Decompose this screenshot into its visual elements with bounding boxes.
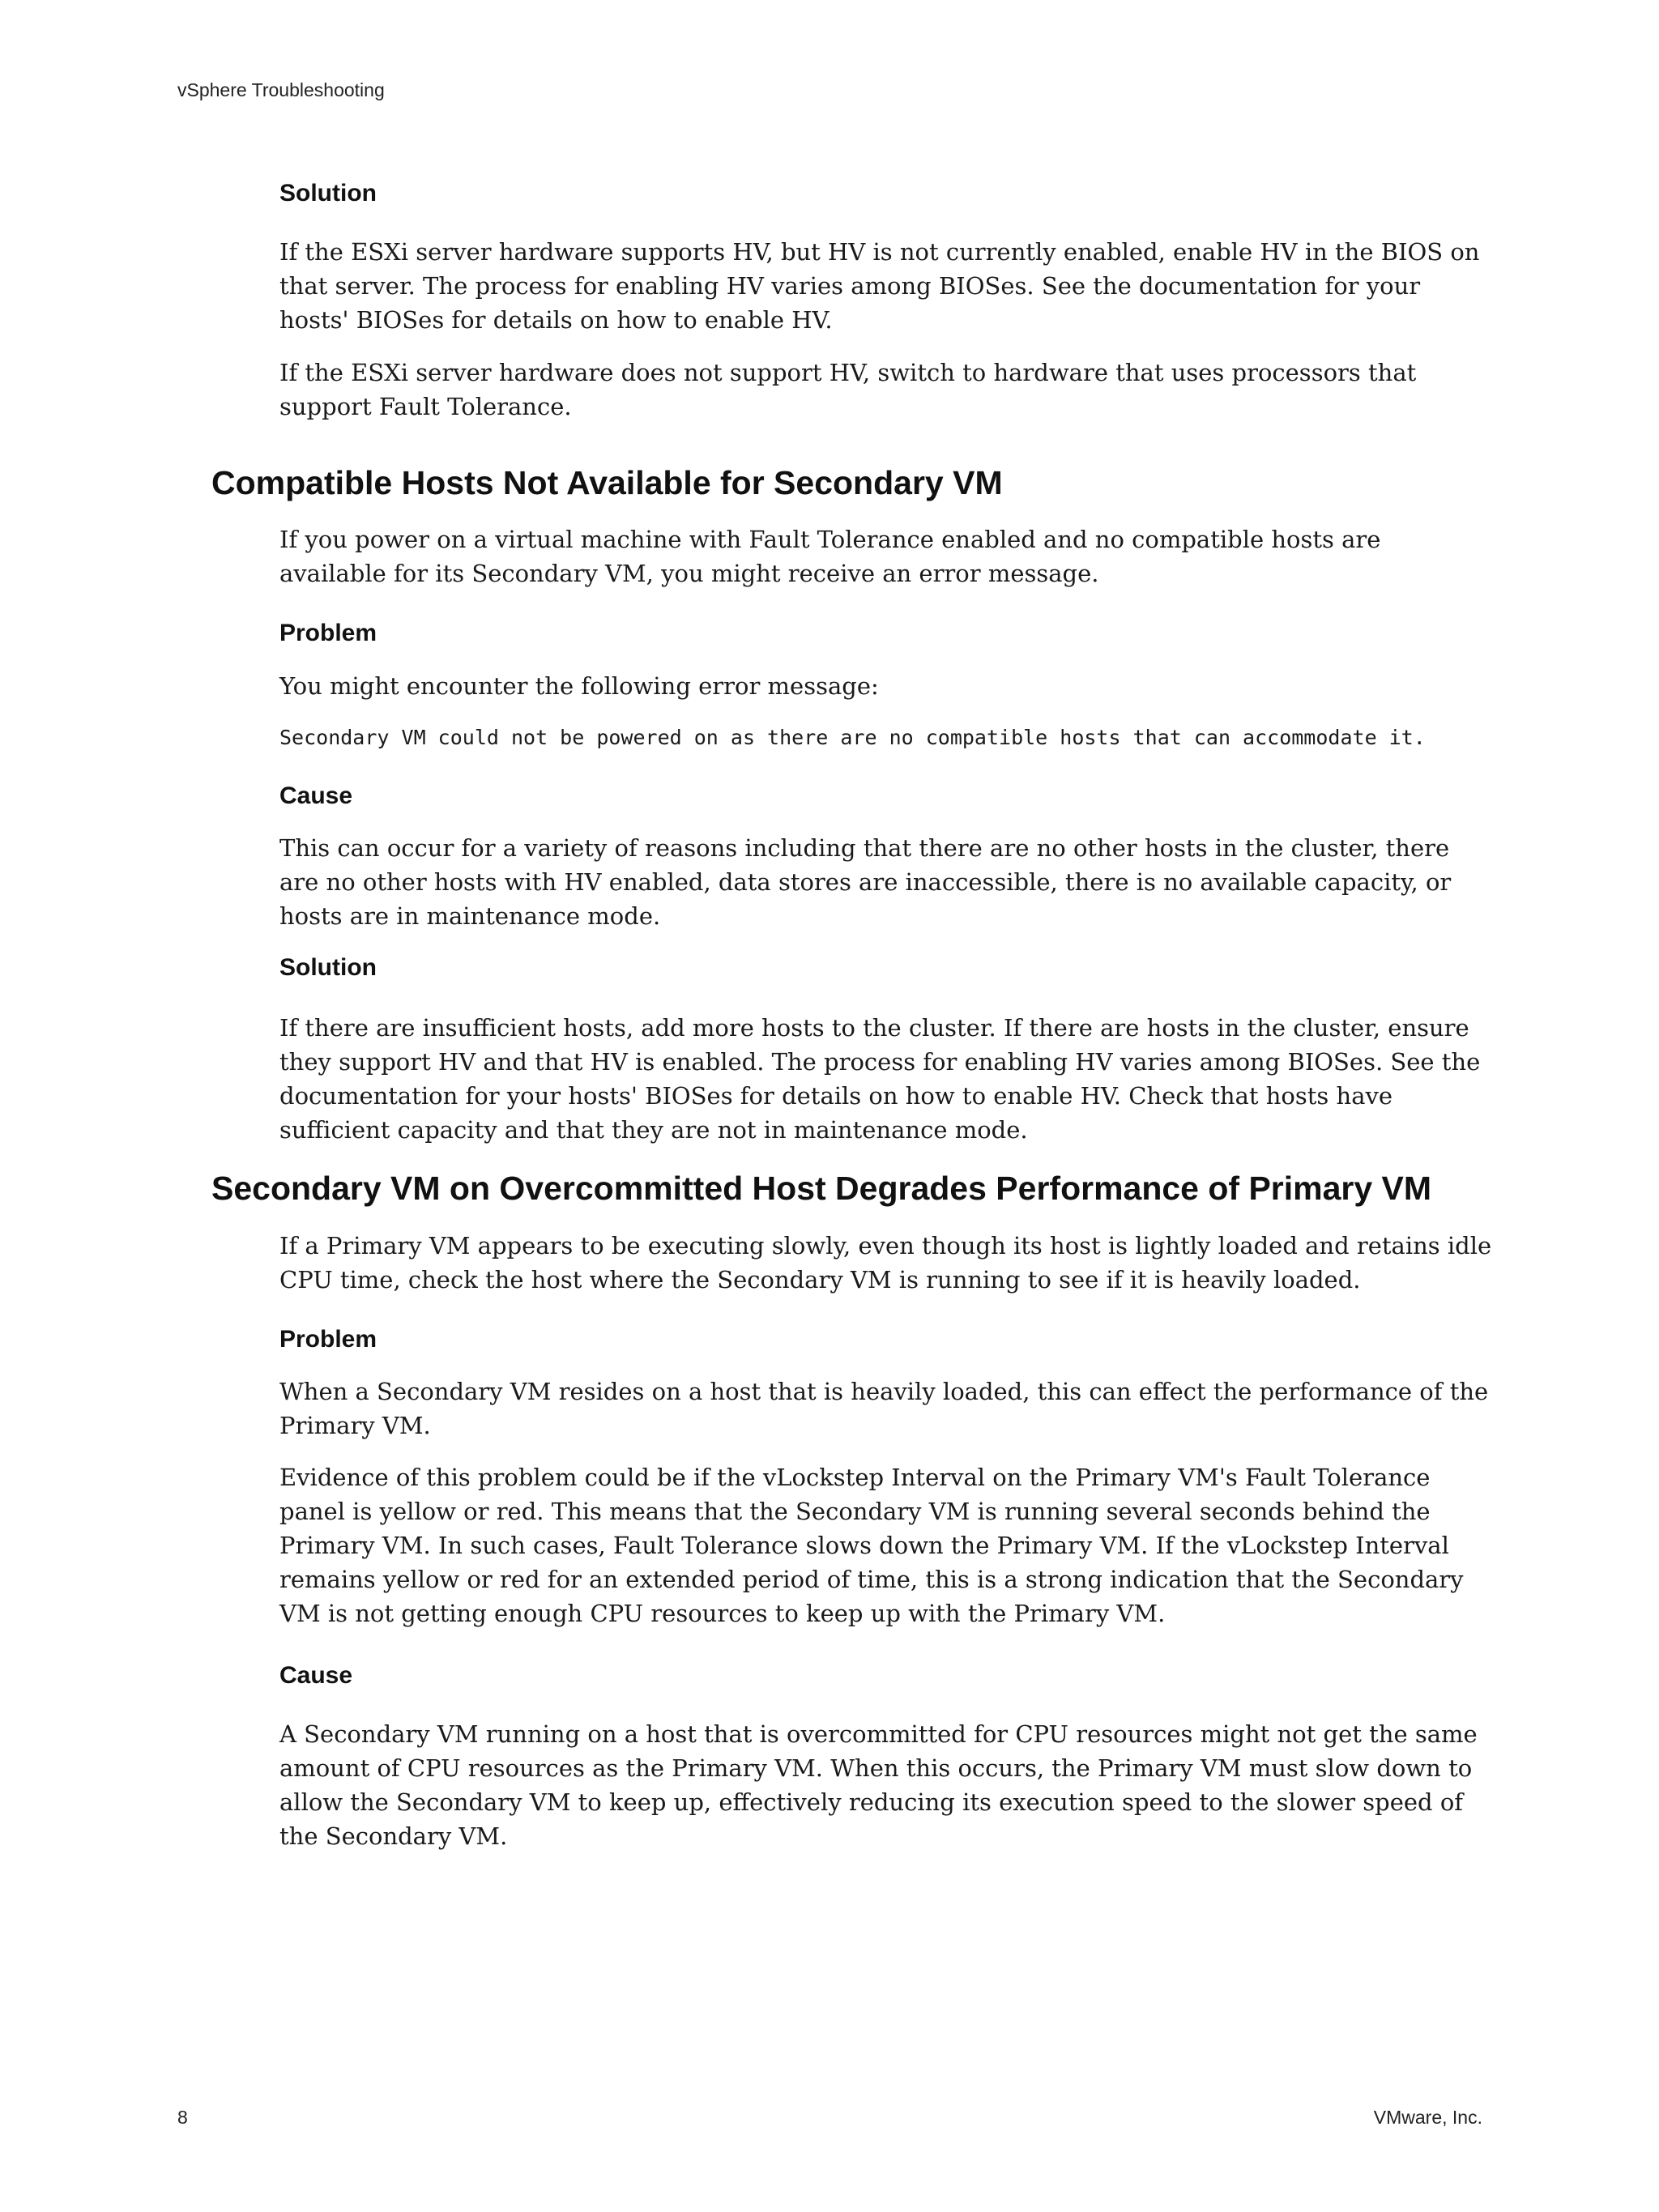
section-intro: If you power on a virtual machine with Fault Tolerance enabled and no compatible hosts are available for its Secondary VM, you might receive an error message. bbox=[279, 526, 1381, 587]
problem-paragraph: Evidence of this problem could be if the vLockstep Interval on the Primary VM's Fault Tolerance panel is yellow or red. This means that the Secondary VM is running several seconds behind the Primary VM. In such cases, Fault Tolerance slows down the Primary VM. If the vLockstep Interval remains yellow or red for an extended period of time, this is a strong indication that the Secondary VM is not getting enough CPU resources to keep up with the Primary VM. bbox=[279, 1464, 1464, 1627]
section-title: Secondary VM on Overcommitted Host Degrades Performance of Primary VM bbox=[211, 1170, 1432, 1207]
publisher-name: VMware, Inc. bbox=[1373, 2107, 1482, 2128]
running-header: vSphere Troubleshooting bbox=[177, 79, 385, 100]
problem-paragraph: When a Secondary VM resides on a host that is heavily loaded, this can effect the performance of the Primary VM. bbox=[279, 1378, 1489, 1439]
error-message-code: Secondary VM could not be powered on as there are no compatible hosts that can accommodate it. bbox=[279, 726, 1426, 749]
cause-heading: Cause bbox=[279, 782, 353, 809]
cause-heading: Cause bbox=[279, 1662, 353, 1689]
problem-heading: Problem bbox=[279, 620, 377, 646]
solution-heading: Solution bbox=[279, 180, 377, 207]
problem-heading: Problem bbox=[279, 1326, 377, 1353]
solution-heading: Solution bbox=[279, 954, 377, 981]
page-number: 8 bbox=[177, 2107, 188, 2128]
section-intro: If a Primary VM appears to be executing slowly, even though its host is lightly loaded and retains idle CPU time, check the host where the Secondary VM is running to see if it is heavily loaded. bbox=[279, 1232, 1492, 1294]
solution-paragraph: If there are insufficient hosts, add more hosts to the cluster. If there are hosts in the cluster, ensure they support HV and that HV is enabled. The process for enabling HV varies among BIOSes. See the documentation for your hosts' BIOSes for details on how to enable HV. Check that hosts have sufficient capacity and that they are not in maintenance mode. bbox=[279, 1014, 1481, 1144]
solution-paragraph: If the ESXi server hardware does not support HV, switch to hardware that uses processors that support Fault Tolerance. bbox=[279, 359, 1417, 420]
cause-paragraph: A Secondary VM running on a host that is overcommitted for CPU resources might not get the same amount of CPU resources as the Primary VM. When this occurs, the Primary VM must slow down to allow the Secondary VM to keep up, effectively reducing its execution speed to the slower speed of the Secondary VM. bbox=[279, 1720, 1478, 1850]
problem-paragraph: You might encounter the following error message: bbox=[279, 672, 879, 700]
cause-paragraph: This can occur for a variety of reasons including that there are no other hosts in the cluster, there are no other hosts with HV enabled, data stores are inaccessible, there is no available capacity, or hosts are in maintenance mode. bbox=[279, 834, 1452, 930]
solution-paragraph: If the ESXi server hardware supports HV, but HV is not currently enabled, enable HV in the BIOS on that server. The process for enabling HV varies among BIOSes. See the documentation for your hosts' BIOSes for details on how to enable HV. bbox=[279, 238, 1480, 334]
section-title: Compatible Hosts Not Available for Secondary VM bbox=[211, 464, 1003, 501]
